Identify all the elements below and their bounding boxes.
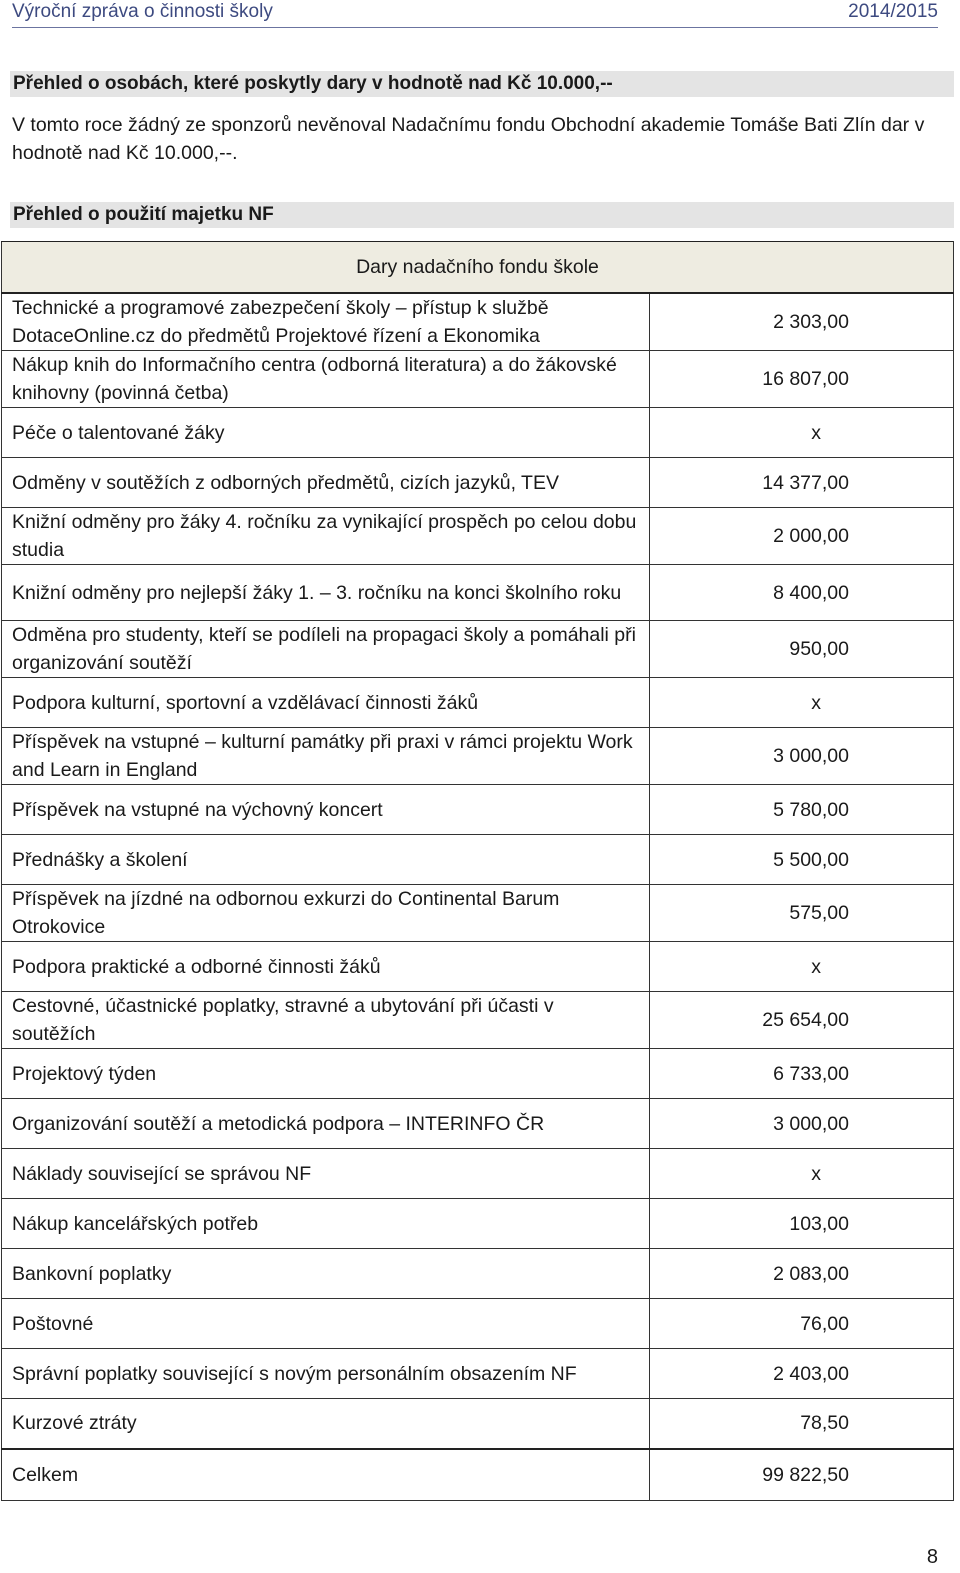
row-description: Knižní odměny pro nejlepší žáky 1. – 3. ročníku na konci školního roku <box>2 565 650 621</box>
assets-heading: Přehled o použití majetku NF <box>10 202 954 228</box>
table-row <box>2 835 954 885</box>
row-amount: 2 403,00 <box>650 1349 954 1399</box>
row-amount: 3 000,00 <box>650 728 954 785</box>
row-description: Nákup knih do Informačního centra (odborná literatura) a do žákovské knihovny (povinná četba) <box>2 351 650 408</box>
row-description: Náklady související se správou NF <box>2 1149 650 1199</box>
row-description: Organizování soutěží a metodická podpora – INTERINFO ČR <box>2 1099 650 1149</box>
row-description: Přednášky a školení <box>2 835 650 885</box>
table-row <box>2 1349 954 1399</box>
row-description: Kurzové ztráty <box>2 1399 650 1449</box>
table-row <box>2 785 954 835</box>
page-header <box>12 0 938 24</box>
row-description: Podpora kulturní, sportovní a vzdělávací činnosti žáků <box>2 678 650 728</box>
row-description: Podpora praktické a odborné činnosti žáků <box>2 942 650 992</box>
table-row <box>2 1049 954 1099</box>
row-amount: 8 400,00 <box>650 565 954 621</box>
row-amount: x <box>650 942 954 992</box>
row-amount: x <box>650 678 954 728</box>
row-amount: 16 807,00 <box>650 351 954 408</box>
table-header-row <box>2 242 954 294</box>
header-divider <box>12 27 938 28</box>
table-row <box>2 621 954 678</box>
table-row <box>2 1099 954 1149</box>
row-description: Technické a programové zabezpečení školy – přístup k službě DotaceOnline.cz do předmětů Projektové řízení a Ekonomika <box>2 293 650 351</box>
table-row <box>2 508 954 565</box>
donors-heading: Přehled o osobách, které poskytly dary v hodnotě nad Kč 10.000,-- <box>10 71 954 97</box>
row-description: Příspěvek na vstupné na výchovný koncert <box>2 785 650 835</box>
table-title: Dary nadačního fondu škole <box>2 242 954 294</box>
table-row <box>2 293 954 351</box>
row-description: Cestovné, účastnické poplatky, stravné a ubytování při účasti v soutěžích <box>2 992 650 1049</box>
table-row <box>2 458 954 508</box>
row-amount: 3 000,00 <box>650 1099 954 1149</box>
row-amount: 103,00 <box>650 1199 954 1249</box>
donors-paragraph: V tomto roce žádný ze sponzorů nevěnoval Nadačnímu fondu Obchodní akademie Tomáše Bati Zlín dar v hodnotě nad Kč 10.000,--. <box>12 114 925 164</box>
row-description: Správní poplatky související s novým personálním obsazením NF <box>2 1349 650 1399</box>
table-row <box>2 1399 954 1449</box>
row-amount: 5 780,00 <box>650 785 954 835</box>
row-description: Projektový týden <box>2 1049 650 1099</box>
row-description: Nákup kancelářských potřeb <box>2 1199 650 1249</box>
fund-usage-table <box>1 241 954 1501</box>
document-title: Výroční zpráva o činnosti školy <box>12 1 273 22</box>
row-amount: 78,50 <box>650 1399 954 1449</box>
total-label: Celkem <box>2 1449 650 1501</box>
row-amount: 2 083,00 <box>650 1249 954 1299</box>
row-description: Knižní odměny pro žáky 4. ročníku za vynikající prospěch po celou dobu studia <box>2 508 650 565</box>
row-amount: x <box>650 1149 954 1199</box>
row-description: Odměna pro studenty, kteří se podíleli na propagaci školy a pomáhali při organizování soutěží <box>2 621 650 678</box>
row-description: Péče o talentované žáky <box>2 408 650 458</box>
row-amount: 575,00 <box>650 885 954 942</box>
table-row <box>2 678 954 728</box>
row-amount: 2 303,00 <box>650 293 954 351</box>
table-row <box>2 728 954 785</box>
row-amount: 950,00 <box>650 621 954 678</box>
table-row <box>2 565 954 621</box>
table-row <box>2 942 954 992</box>
row-amount: 6 733,00 <box>650 1049 954 1099</box>
total-row <box>2 1449 954 1501</box>
row-amount: 2 000,00 <box>650 508 954 565</box>
row-amount: 25 654,00 <box>650 992 954 1049</box>
row-description: Příspěvek na jízdné na odbornou exkurzi do Continental Barum Otrokovice <box>2 885 650 942</box>
school-year: 2014/2015 <box>848 1 938 22</box>
table-row <box>2 1249 954 1299</box>
table-row <box>2 992 954 1049</box>
table-row <box>2 408 954 458</box>
table-row <box>2 1299 954 1349</box>
table-row <box>2 1199 954 1249</box>
row-amount: 76,00 <box>650 1299 954 1349</box>
table-row <box>2 885 954 942</box>
row-description: Bankovní poplatky <box>2 1249 650 1299</box>
page-number: 8 <box>926 1546 938 1568</box>
row-amount: x <box>650 408 954 458</box>
total-amount: 99 822,50 <box>650 1449 954 1501</box>
table-row <box>2 1149 954 1199</box>
row-description: Odměny v soutěžích z odborných předmětů, cizích jazyků, TEV <box>2 458 650 508</box>
table-body <box>2 293 954 1500</box>
row-amount: 5 500,00 <box>650 835 954 885</box>
table-row <box>2 351 954 408</box>
row-description: Příspěvek na vstupné – kulturní památky při praxi v rámci projektu Work and Learn in England <box>2 728 650 785</box>
row-amount: 14 377,00 <box>650 458 954 508</box>
row-description: Poštovné <box>2 1299 650 1349</box>
